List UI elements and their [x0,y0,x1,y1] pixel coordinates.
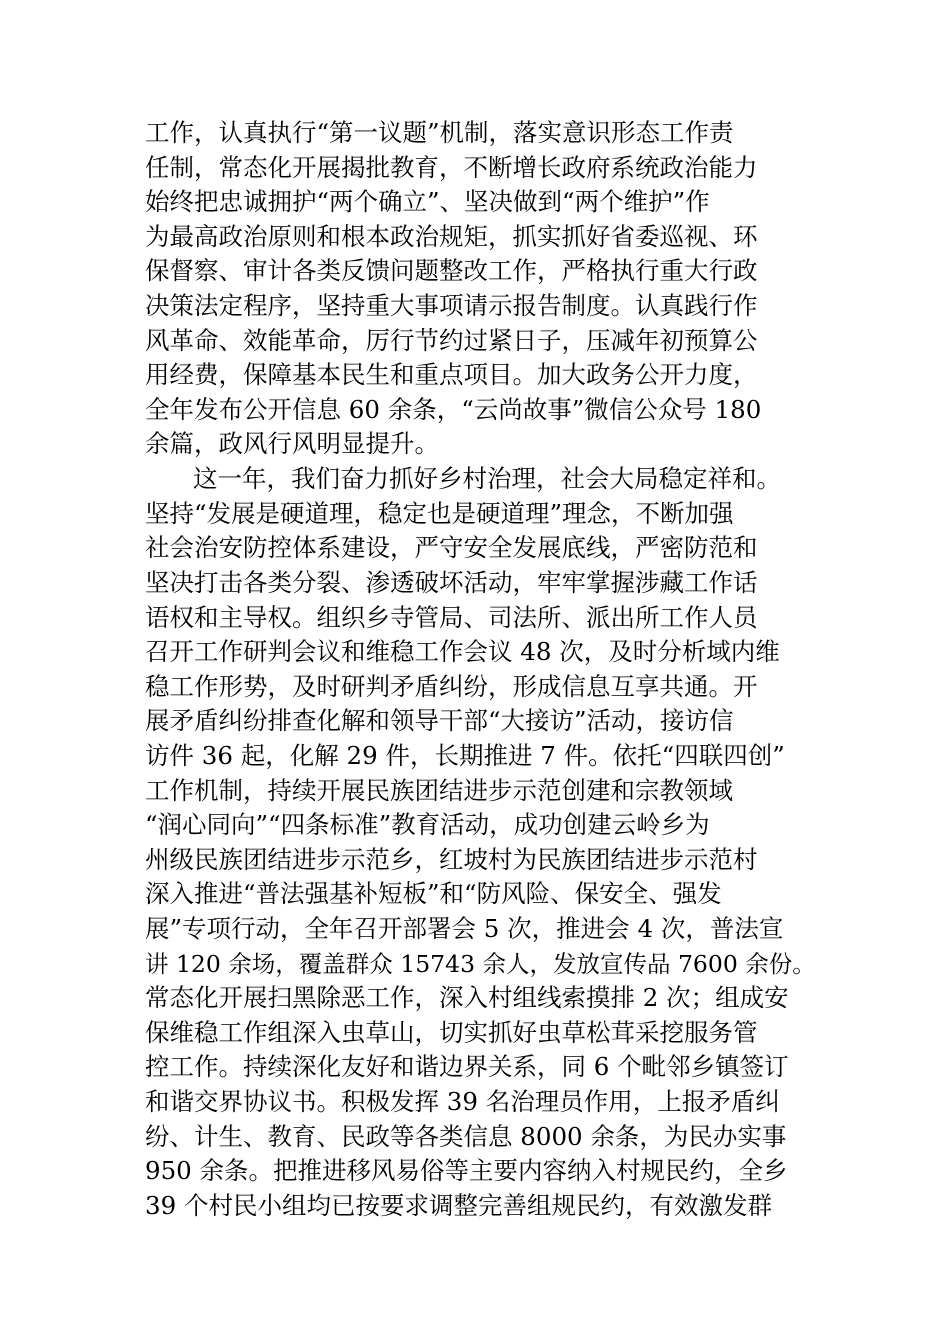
text-line: 保督察、审计各类反馈问题整改工作，严格执行重大行政 [145,256,758,286]
text-line: 决策法定程序，坚持重大事项请示报告制度。认真践行作 [145,291,758,321]
body-text [145,116,825,1224]
text-line: 常态化开展扫黑除恶工作，深入村组线索摸排 2 次；组成安 [145,983,789,1013]
text-line: 用经费，保障基本民生和重点项目。加大政务公开力度， [145,360,758,390]
text-line: 语权和主导权。组织乡寺管局、司法所、派出所工作人员 [145,602,758,632]
text-line: 稳工作形势，及时研判矛盾纠纷，形成信息互享共通。开 [145,671,758,701]
text-line: 坚决打击各类分裂、渗透破坏活动，牢牢掌握涉藏工作话 [145,567,758,597]
text-line: 始终把忠诚拥护“两个确立”、坚决做到“两个维护”作 [145,187,710,217]
paragraph-first-line: 这一年，我们奋力抓好乡村治理，社会大局稳定祥和。 [193,464,781,494]
text-line: 和谐交界协议书。积极发挥 39 名治理员作用，上报矛盾纠 [145,1087,780,1117]
text-line: 全年发布公开信息 60 余条，“云尚故事”微信公众号 180 [145,394,762,424]
text-line: 展”专项行动，全年召开部署会 5 次，推进会 4 次，普法宣 [145,914,784,944]
text-line: 坚持“发展是硬道理，稳定也是硬道理”理念，不断加强 [145,498,734,528]
text-line: 展矛盾纠纷排查化解和领导干部“大接访”活动，接访信 [145,706,734,736]
text-line: 州级民族团结进步示范乡，红坡村为民族团结进步示范村 [145,844,758,874]
text-line: 任制，常态化开展揭批教育，不断增长政府系统政治能力 [145,152,758,182]
text-line: 保维稳工作组深入虫草山，切实抓好虫草松茸采挖服务管 [145,1017,758,1047]
text-line: 为最高政治原则和根本政治规矩，抓实抓好省委巡视、环 [145,221,758,251]
text-line: “润心同向”“四条标准”教育活动，成功创建云岭乡为 [145,810,710,840]
text-line: 纷、计生、教育、民政等各类信息 8000 余条，为民办实事 [145,1121,787,1151]
text-line: 控工作。持续深化友好和谐边界关系，同 6 个毗邻乡镇签订 [145,1052,789,1082]
text-line: 深入推进“普法强基补短板”和“防风险、保安全、强发 [145,879,722,909]
text-line: 39 个村民小组均已按要求调整完善组规民约，有效激发群 [145,1190,772,1220]
text-line: 风革命、效能革命，厉行节约过紧日子，压减年初预算公 [145,325,758,355]
text-line: 社会治安防控体系建设，严守安全发展底线，严密防范和 [145,533,758,563]
text-line: 余篇，政风行风明显提升。 [145,429,439,459]
text-line: 工作机制，持续开展民族团结进步示范创建和宗教领域 [145,775,733,805]
text-line: 工作，认真执行“第一议题”机制，落实意识形态工作责 [145,118,734,147]
text-line: 访件 36 起，化解 29 件，长期推进 7 件。依托“四联四创” [145,740,785,770]
text-line: 讲 120 余场，覆盖群众 15743 余人，发放宣传品 7600 余份。 [145,949,816,978]
text-line: 950 余条。把推进移风易俗等主要内容纳入村规民约，全乡 [145,1156,788,1186]
text-line: 召开工作研判会议和维稳工作会议 48 次，及时分析域内维 [145,637,780,667]
